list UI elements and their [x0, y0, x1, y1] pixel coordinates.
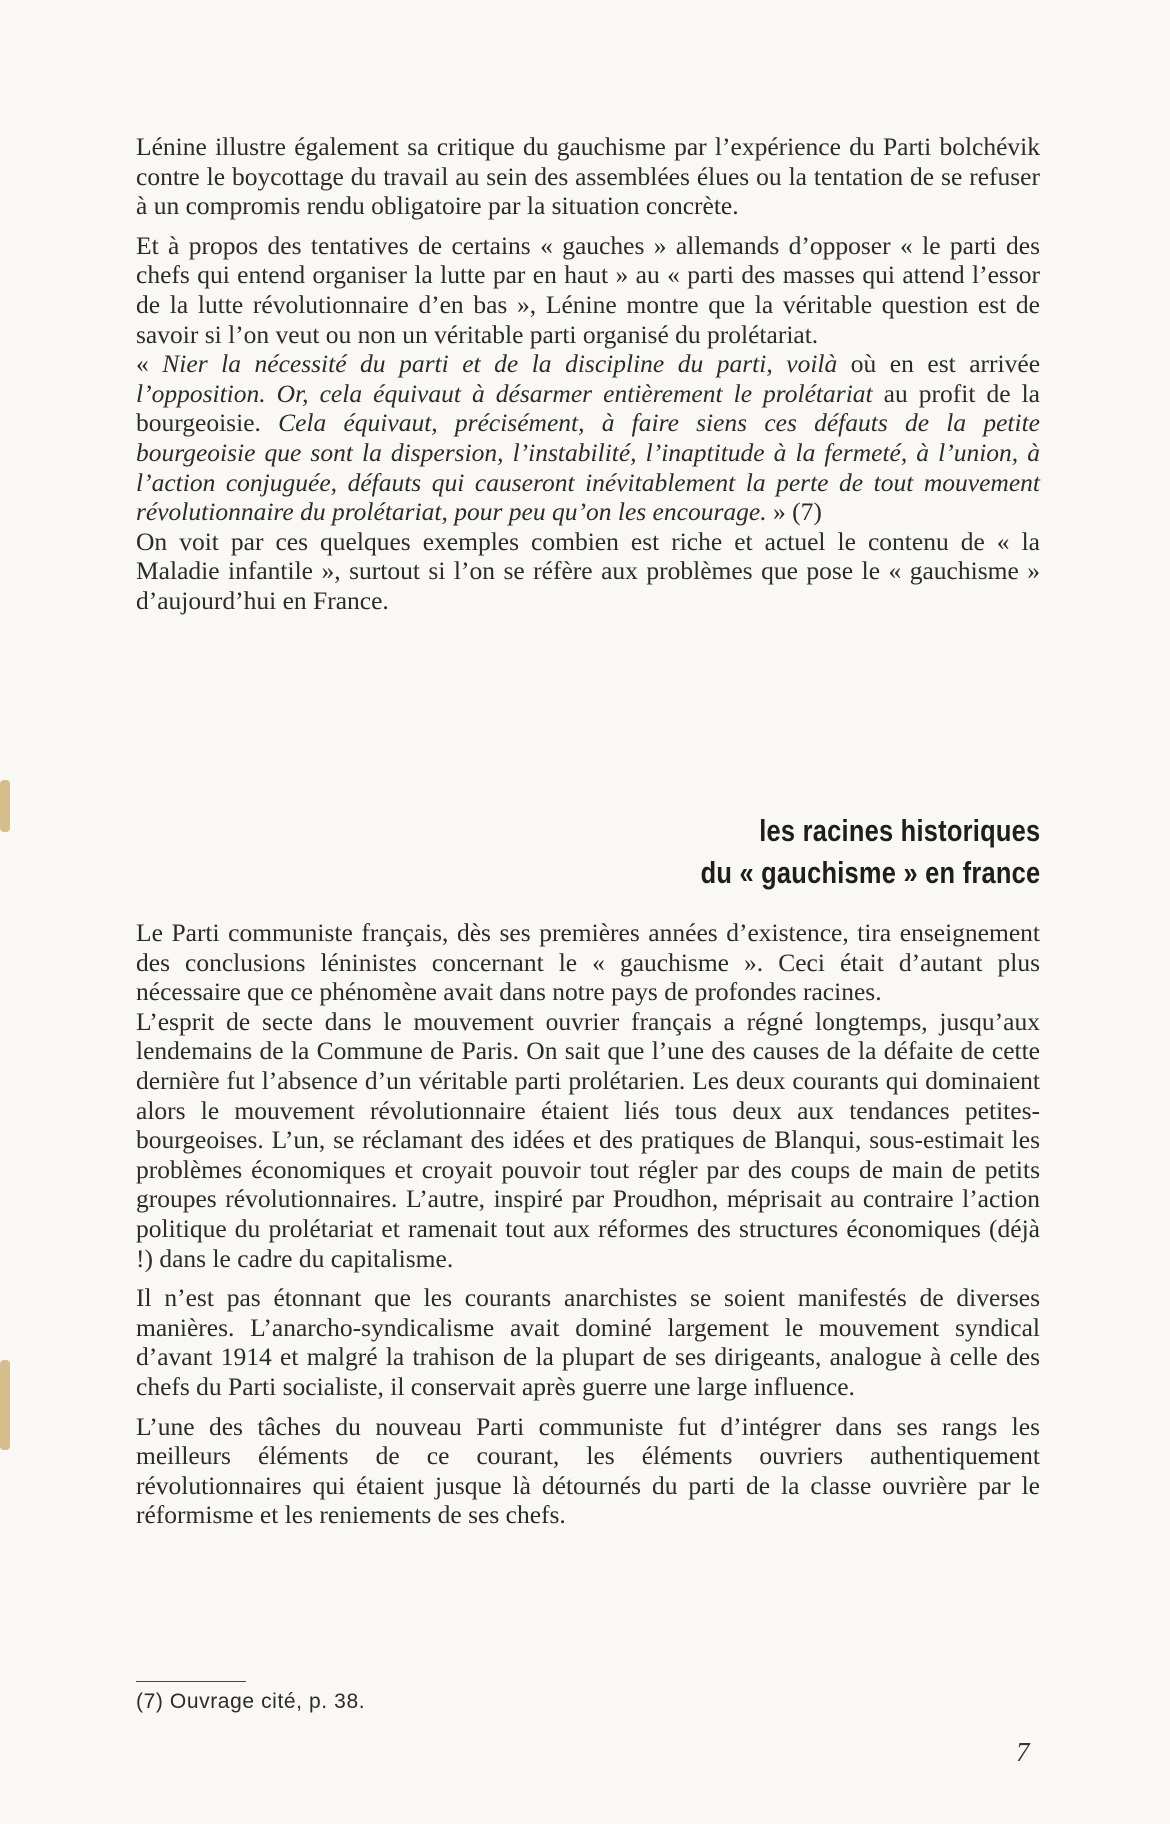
quote-close: » (7)	[766, 497, 822, 527]
section-heading	[700, 810, 1040, 894]
quote-italic: l’opposition. Or, cela équivaut à désarmer entièrement le prolétariat	[136, 378, 873, 408]
footnote-divider	[136, 1681, 246, 1682]
paragraph: L’une des tâches du nouveau Parti communiste fut d’intégrer dans ses rangs les meilleurs éléments de ce courant, les éléments ouvriers authentiquement révolutionnaires qui étaient jusque là détournés du parti de la classe ouvrière par le réformisme et les reniements de ses chefs.	[136, 1411, 1040, 1530]
paragraph: Il n’est pas étonnant que les courants anarchistes se soient manifestés de diverses manières. L’anarcho-syndicalisme avait dominé largement le mouvement syndical d’avant 1914 et malgré la trahison de la plupart de ses dirigeants, analogue à celle des chefs du Parti socialiste, il conservait après guerre une large influence.	[136, 1283, 1040, 1401]
quote-roman: au profit de la bourgeoisie.	[136, 378, 1040, 438]
quote-open: «	[136, 349, 163, 379]
paragraph: Lénine illustre également sa critique du gauchisme par l’expérience du Parti bolchévik contre le boycottage du travail au sein des assemblées élues ou la tentation de se refuser à un compromis rendu obligatoire par la situation concrète.	[136, 132, 1040, 221]
quote-italic: Cela équivaut, précisément, à faire siens ces défauts de la petite bourgeoisie que sont la dispersion, l’instabilité, l’inaptitude à la fermeté, à l’union, à l’action conjuguée, défauts qui causeront inévitablement la perte de tout mouvement révolutionnaire du prolétariat, pour peu qu’on les encourage.	[136, 408, 1040, 527]
margin-stain	[0, 1360, 10, 1450]
heading-line: les racines historiques	[758, 813, 1040, 848]
heading-line: du « gauchisme » en france	[700, 855, 1040, 890]
footnote: (7) Ouvrage cité, p. 38.	[136, 1690, 366, 1713]
lenin-quote	[136, 349, 1040, 527]
quote-italic: Nier la nécessité du parti et de la discipline du parti, voilà	[162, 349, 838, 379]
paragraph: L’esprit de secte dans le mouvement ouvrier français a régné longtemps, jusqu’aux lendemains de la Commune de Paris. On sait que l’une des causes de la défaite de cette dernière fut l’absence d’un véritable parti prolétarien. Les deux courants qui dominaient alors le mouvement révolutionnaire étaient liés tous deux aux tendances petites-bourgeoises. L’un, se réclamant des idées et des pratiques de Blanqui, sous-estimait les problèmes économiques et croyait pouvoir tout régler par des coups de main de petits groupes révolutionnaires. L’autre, inspiré par Proudhon, méprisait au contraire l’action politique du prolétariat et ramenait tout aux réformes des structures économiques (déjà !) dans le cadre du capitalisme.	[136, 1006, 1040, 1273]
intro-section	[136, 132, 1040, 616]
body-section	[136, 918, 1040, 1530]
margin-stain	[0, 780, 10, 832]
paragraph: Le Parti communiste français, dès ses premières années d’existence, tira enseignement des conclusions léninistes concernant le « gauchisme ». Ceci était d’autant plus nécessaire que ce phénomène avait dans notre pays de profondes racines.	[136, 918, 1040, 1007]
page-number: 7	[1016, 1737, 1030, 1767]
paragraph: On voit par ces quelques exemples combien est riche et actuel le contenu de « la Maladie infantile », surtout si l’on se réfère aux problèmes que pose le « gauchisme » d’aujourd’hui en France.	[136, 526, 1040, 615]
paragraph: Et à propos des tentatives de certains « gauches » allemands d’opposer « le parti des chefs qui entend organiser la lutte par en haut » au « parti des masses qui attend l’essor de la lutte révolutionnaire d’en bas », Lénine montre que la véritable question est de savoir si l’on veut ou non un véritable parti organisé du prolétariat.	[136, 230, 1040, 349]
quote-roman: où en est arrivée	[837, 349, 1041, 379]
